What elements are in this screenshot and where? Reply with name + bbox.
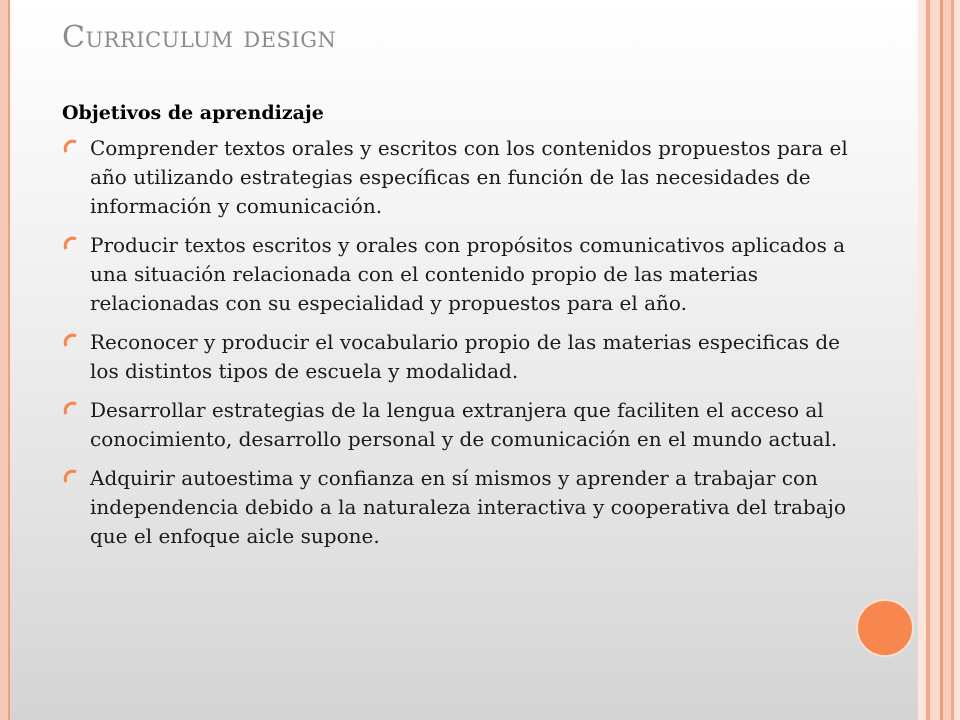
orange-arc-bullet-icon xyxy=(63,401,79,417)
list-item xyxy=(62,464,862,551)
list-item xyxy=(62,328,862,386)
bullet-text: Adquirir autoestima y confianza en sí mismos y aprender a trabajar con independencia debido a la naturaleza interactiva y cooperativa del trabajo que el enfoque aicle supone. xyxy=(90,466,846,548)
left-border-stripe xyxy=(0,0,10,720)
bullet-text: Desarrollar estrategias de la lengua extranjera que faciliten el acceso al conocimiento, desarrollo personal y de comunicación en el mundo actual. xyxy=(90,398,838,451)
slide-subtitle: Objetivos de aprendizaje xyxy=(62,102,324,124)
bullet-text: Comprender textos orales y escritos con los contenidos propuestos para el año utilizando estrategias específicas en función de las necesidades de información y comunicación. xyxy=(90,136,848,218)
stripe xyxy=(930,0,940,720)
orange-arc-bullet-icon xyxy=(63,469,79,485)
right-decorative-stripes xyxy=(918,0,960,720)
orange-arc-bullet-icon xyxy=(63,139,79,155)
list-item xyxy=(62,134,862,221)
bullet-text: Producir textos escritos y orales con propósitos comunicativos aplicados a una situación relacionada con el contenido propio de las materias relacionadas con su especialidad y propuestos para el año. xyxy=(90,233,846,315)
stripe xyxy=(954,0,960,720)
slide-content xyxy=(62,102,862,561)
list-item xyxy=(62,231,862,318)
orange-arc-bullet-icon xyxy=(63,333,79,349)
bullet-text: Reconocer y producir el vocabulario propio de las materias especificas de los distintos tipos de escuela y modalidad. xyxy=(90,330,840,383)
list-item xyxy=(62,396,862,454)
orange-circle-decoration xyxy=(856,599,914,657)
orange-arc-bullet-icon xyxy=(63,236,79,252)
stripe xyxy=(918,0,926,720)
stripe xyxy=(943,0,951,720)
slide-title: Curriculum design xyxy=(62,20,337,55)
